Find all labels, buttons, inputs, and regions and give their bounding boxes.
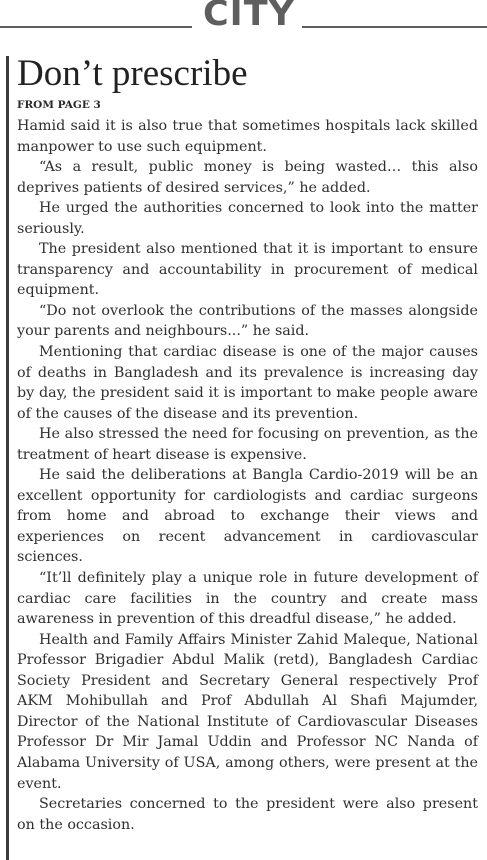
article-paragraph: He also stressed the need for focusing on prevention, as the treatment of heart disease is expensive. bbox=[17, 426, 478, 463]
article-paragraph: He urged the authorities concerned to look into the matter seriously. bbox=[17, 200, 478, 237]
article-paragraph: The president also mentioned that it is important to ensure transparency and accountability in procurement of medical equipment. bbox=[17, 241, 478, 299]
article-paragraph: Hamid said it is also true that sometimes hospitals lack skilled manpower to use such equipment. bbox=[17, 118, 478, 155]
article-paragraph: “It’ll definitely play a unique role in future development of cardiac care facilities in the country and create mass awareness in prevention of this dreadful disease,” he added. bbox=[17, 570, 478, 628]
article-paragraph: “As a result, public money is being wasted… this also deprives patients of desired services,” he added. bbox=[17, 159, 478, 196]
article-paragraph: He said the deliberations at Bangla Cardio-2019 will be an excellent opportunity for cardiologists and cardiac surgeons from home and abroad to exchange their views and experiences on recent advancement in cardiovascular sciences. bbox=[17, 467, 478, 566]
section-header bbox=[0, 0, 487, 36]
article-paragraph: Mentioning that cardiac disease is one of the major causes of deaths in Bangladesh and its prevalence is increasing day by day, the president said it is important to make people aware of the causes of the disease and its prevention. bbox=[17, 344, 478, 422]
article-paragraph: Secretaries concerned to the president were also present on the occasion. bbox=[17, 796, 478, 833]
article-side-bar bbox=[6, 56, 9, 860]
header-rule-right bbox=[302, 26, 487, 28]
article-headline: Don’t prescribe bbox=[17, 53, 248, 94]
jump-line: FROM PAGE 3 bbox=[17, 99, 101, 111]
article-body bbox=[17, 116, 478, 835]
section-label: CITY bbox=[203, 0, 295, 34]
article-paragraph: “Do not overlook the contributions of the masses alongside your parents and neighbours...” he said. bbox=[17, 302, 478, 340]
article-paragraph: Health and Family Affairs Minister Zahid Maleque, National Professor Brigadier Abdul Malik (retd), Bangladesh Cardiac Society President and Secretary General respectively Prof AKM Mohibullah and Prof Abdullah Al Shafi Majumder, Director of the National Institute of Cardiovascular Diseases Professor Dr Mir Jamal Uddin and Professor NC Nanda of Alabama University of USA, among others, were present at the event. bbox=[17, 631, 478, 792]
header-rule-left bbox=[0, 26, 192, 28]
